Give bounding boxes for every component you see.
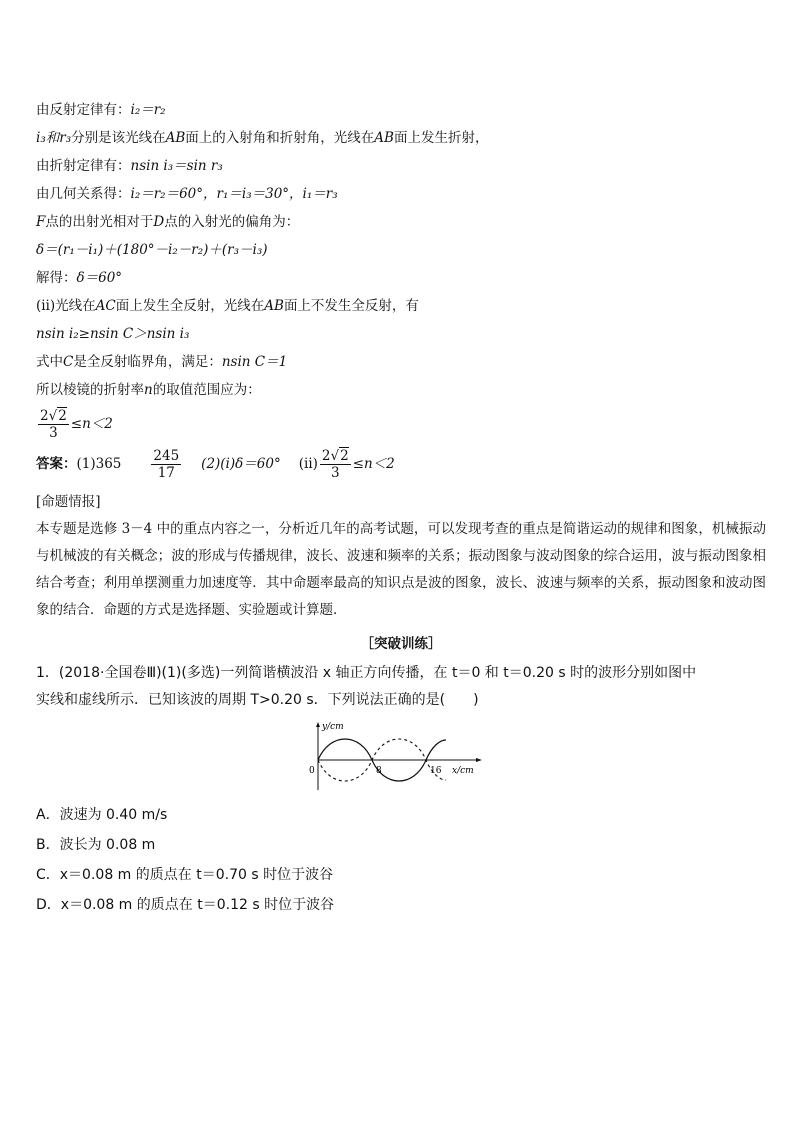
denominator: 3 (330, 465, 340, 481)
answer-label: 答案： (36, 456, 77, 472)
answer-line (36, 444, 766, 484)
solution-line-8 (36, 292, 766, 320)
y-axis-arrow (316, 722, 320, 727)
text: 面上发生折射， (393, 130, 489, 146)
coefficient: 2 (321, 448, 331, 464)
variable: AB (374, 130, 394, 146)
option-b[interactable]: B．波长为 0.08 m (36, 837, 156, 853)
text: 面上的入射角和折射角，光线在 (185, 130, 375, 146)
text: 由反射定律有： (36, 102, 131, 118)
text: 由几何关系得： (36, 186, 131, 202)
question-1-line-2: 实线和虚线所示．已知该波的周期 T>0.20 s．下列说法正确的是( ) (36, 692, 479, 708)
equation: nsin i₂≥nsin C＞nsin i₃ (36, 326, 190, 342)
variable: n (144, 382, 153, 398)
option-d[interactable]: D．x＝0.08 m 的质点在 t＝0.12 s 时位于波谷 (36, 897, 335, 913)
section-heading: [命题情报] (36, 494, 101, 510)
origin-label: 0 (309, 766, 315, 776)
option-a[interactable]: A．波速为 0.40 m/s (36, 807, 168, 823)
text: 点的入射光的偏角为： (164, 214, 300, 230)
text: 所以棱镜的折射率 (36, 382, 144, 398)
solution-line-5 (36, 208, 766, 236)
text: 面上发生全反射，光线在 (115, 298, 265, 314)
variable: D (153, 214, 165, 230)
text: 的取值范围应为： (152, 382, 261, 398)
coefficient: 2 (40, 408, 49, 424)
text: 是全反射临界角，满足： (73, 354, 222, 370)
equation: nsin C＝1 (221, 354, 288, 370)
answer-part-3-label: (ⅱ) (298, 456, 318, 472)
solution-line-10 (36, 348, 766, 376)
text: 面上不发生全反射，有 (283, 298, 419, 314)
question-1-line-1: 1．(2018·全国卷Ⅲ)(1)(多选)一列简谐横波沿 x 轴正方向传播，在 t＝0 和 t＝0.20 s 时的波形分别如图中 (36, 665, 697, 681)
tick-label-8: 8 (376, 766, 382, 776)
text: i₃和 (36, 130, 60, 146)
solution-line-11 (36, 376, 766, 404)
variable: AC (95, 298, 116, 314)
equation: δ＝(r₁－i₁)＋(180°－i₂－r₂)＋(r₃－i₃) (36, 242, 268, 258)
solution-line-1 (36, 96, 766, 124)
y-axis-label: y/cm (322, 722, 344, 732)
equation: nsin i₃＝sin r₃ (130, 158, 223, 174)
denominator: 3 (49, 425, 58, 441)
answer-part-2: (2)(ⅰ)δ＝60° (201, 456, 281, 472)
variable: AB (165, 130, 186, 146)
text: 分别是该光线在 (71, 130, 166, 146)
solution-line-2 (36, 124, 766, 152)
denominator: 17 (157, 465, 175, 481)
text: (ⅱ)光线在 (36, 298, 96, 314)
option-c[interactable]: C．x＝0.08 m 的质点在 t＝0.70 s 时位于波谷 (36, 867, 334, 883)
equation: i₂＝r₂ (130, 102, 166, 118)
x-axis-arrow (476, 758, 482, 762)
options-list (36, 800, 766, 920)
tick-label-16: 16 (430, 766, 442, 776)
radicand: 2 (58, 408, 67, 424)
variable: F (36, 214, 46, 230)
numerator: 245 (153, 448, 180, 464)
text: 点的出射光相对于 (45, 214, 154, 230)
variable: r₃ (59, 130, 72, 146)
solution-line-7 (36, 264, 766, 292)
variable: C (63, 354, 74, 370)
inequality: ≤n＜2 (352, 456, 395, 472)
equation: δ＝60° (76, 270, 123, 286)
document-page (36, 96, 766, 920)
wave-figure (36, 720, 766, 796)
info-paragraph: 本专题是选修 3－4 中的重点内容之一，分析近几年的高考试题，可以发现考查的重点是简谐运动的规律和图象，机械振动与机械波的有关概念；波的形成与传播规律，波长、波速和频率的关系；振动图象与波动图象的综合运用，波与振动图象相结合考查；利用单摆测重力加速度等．其中命题率最高的知识点是波的图象，波长、波速与频率的关系，振动图象和波动图象的结合．命题的方式是选择题、实验题或计算题． (36, 521, 766, 618)
x-axis-label: x/cm (452, 766, 474, 776)
text: 解得： (36, 270, 77, 286)
training-title: ［突破训练］ (360, 636, 442, 652)
answer-part-1: (1)365 (76, 456, 122, 472)
wave-graph (306, 720, 486, 794)
solution-line-4 (36, 180, 766, 208)
solution-line-6 (36, 236, 766, 264)
solution-line-3 (36, 152, 766, 180)
inequality: ≤n＜2 (70, 416, 113, 432)
solution-line-12 (36, 404, 766, 444)
radicand: 2 (340, 448, 349, 464)
fraction: $\frac{2√2}{3}$ (321, 448, 349, 481)
text: 由折射定律有： (36, 158, 131, 174)
variable: AB (264, 298, 284, 314)
solution-line-9 (36, 320, 766, 348)
fraction (151, 448, 181, 481)
equation: i₂＝r₂＝60°，r₁＝i₃＝30°，i₁＝r₃ (130, 186, 338, 202)
text: 式中 (36, 354, 63, 370)
info-heading (36, 488, 766, 516)
fraction: $\frac{2√2}{3}$ (40, 408, 67, 441)
